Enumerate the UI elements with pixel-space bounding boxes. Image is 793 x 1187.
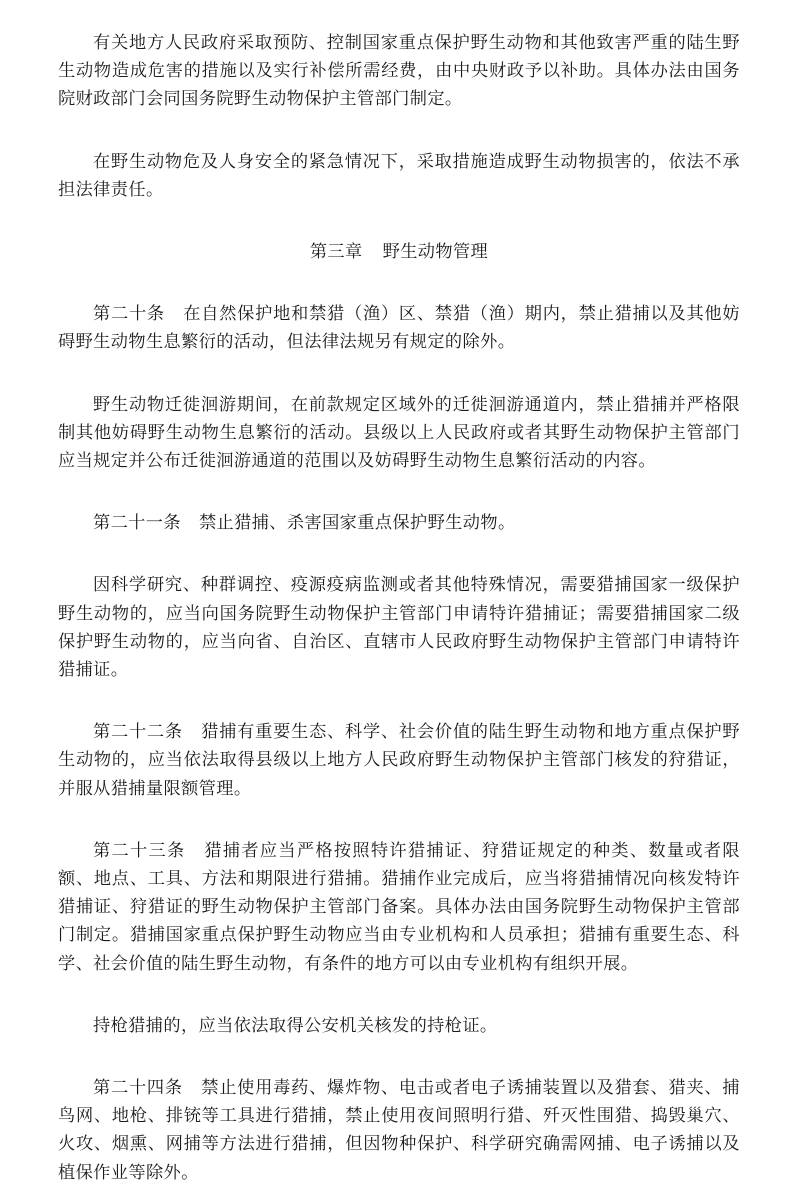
article-24 <box>58 1074 740 1187</box>
chapter-heading <box>58 238 740 266</box>
article-20-paragraph-2: 野生动物迁徙洄游期间，在前款规定区域外的迁徙洄游通道内，禁止猎捕并严格限制其他妨碍野生动物生息繁衍的活动。县级以上人民政府或者其野生动物保护主管部门应当规定并公布迁徙洄游通道的范围以及妨碍野生动物生息繁衍活动的内容。 <box>58 394 740 472</box>
article-21 <box>58 509 740 537</box>
chapter-number: 第三章 <box>309 242 363 263</box>
article-text: 猎捕者应当严格按照特许猎捕证、狩猎证规定的种类、数量或者限额、地点、工具、方法和期限进行猎捕。猎捕作业完成后，应当将猎捕情况向核发特许猎捕证、狩猎证的野生动物保护主管部门备案。具体办法由国务院野生动物保护主管部门制定。猎捕国家重点保护野生动物应当由专业机构和人员承担；猎捕有重要生态、科学、社会价值的陆生野生动物，有条件的地方可以由专业机构有组织开展。 <box>58 840 740 974</box>
article-20 <box>58 300 740 356</box>
article-text: 猎捕有重要生态、科学、社会价值的陆生野生动物和地方重点保护野生动物的，应当依法取得县级以上地方人民政府野生动物保护主管部门核发的狩猎证，并服从猎捕量限额管理。 <box>58 722 740 799</box>
article-23-paragraph-2: 持枪猎捕的，应当依法取得公安机关核发的持枪证。 <box>93 1015 498 1036</box>
chapter-title: 野生动物管理 <box>382 242 489 263</box>
article-number: 第二十一条 <box>93 513 181 534</box>
article-text: 在自然保护地和禁猎（渔）区、禁猎（渔）期内，禁止猎捕以及其他妨碍野生动物生息繁衍的活动，但法律法规另有规定的除外。 <box>58 304 740 353</box>
article-22 <box>58 718 740 803</box>
article-23 <box>58 837 740 978</box>
document-body <box>58 29 740 1187</box>
article-number: 第二十四条 <box>93 1078 183 1099</box>
article-number: 第二十二条 <box>93 722 183 743</box>
paragraph-emergency-exemption: 在野生动物危及人身安全的紧急情况下，采取措施造成野生动物损害的，依法不承担法律责任。 <box>58 151 740 200</box>
article-number: 第二十条 <box>93 304 165 325</box>
article-text: 禁止猎捕、杀害国家重点保护野生动物。 <box>198 513 516 534</box>
paragraph-compensation-funding: 有关地方人民政府采取预防、控制国家重点保护野生动物和其他致害严重的陆生野生动物造成危害的措施以及实行补偿所需经费，由中央财政予以补助。具体办法由国务院财政部门会同国务院野生动物保护主管部门制定。 <box>58 33 740 110</box>
article-21-paragraph-2: 因科学研究、种群调控、疫源疫病监测或者其他特殊情况，需要猎捕国家一级保护野生动物的，应当向国务院野生动物保护主管部门申请特许猎捕证；需要猎捕国家二级保护野生动物的，应当向省、自治区、直辖市人民政府野生动物保护主管部门申请特许猎捕证。 <box>58 575 740 681</box>
article-number: 第二十三条 <box>93 840 186 861</box>
article-text: 禁止使用毒药、爆炸物、电击或者电子诱捕装置以及猎套、猎夹、捕鸟网、地枪、排铳等工具进行猎捕，禁止使用夜间照明行猎、歼灭性围猎、捣毁巢穴、火攻、烟熏、网捕等方法进行猎捕，但因物种保护、科学研究确需网捕、电子诱捕以及植保作业等除外。 <box>58 1078 740 1183</box>
